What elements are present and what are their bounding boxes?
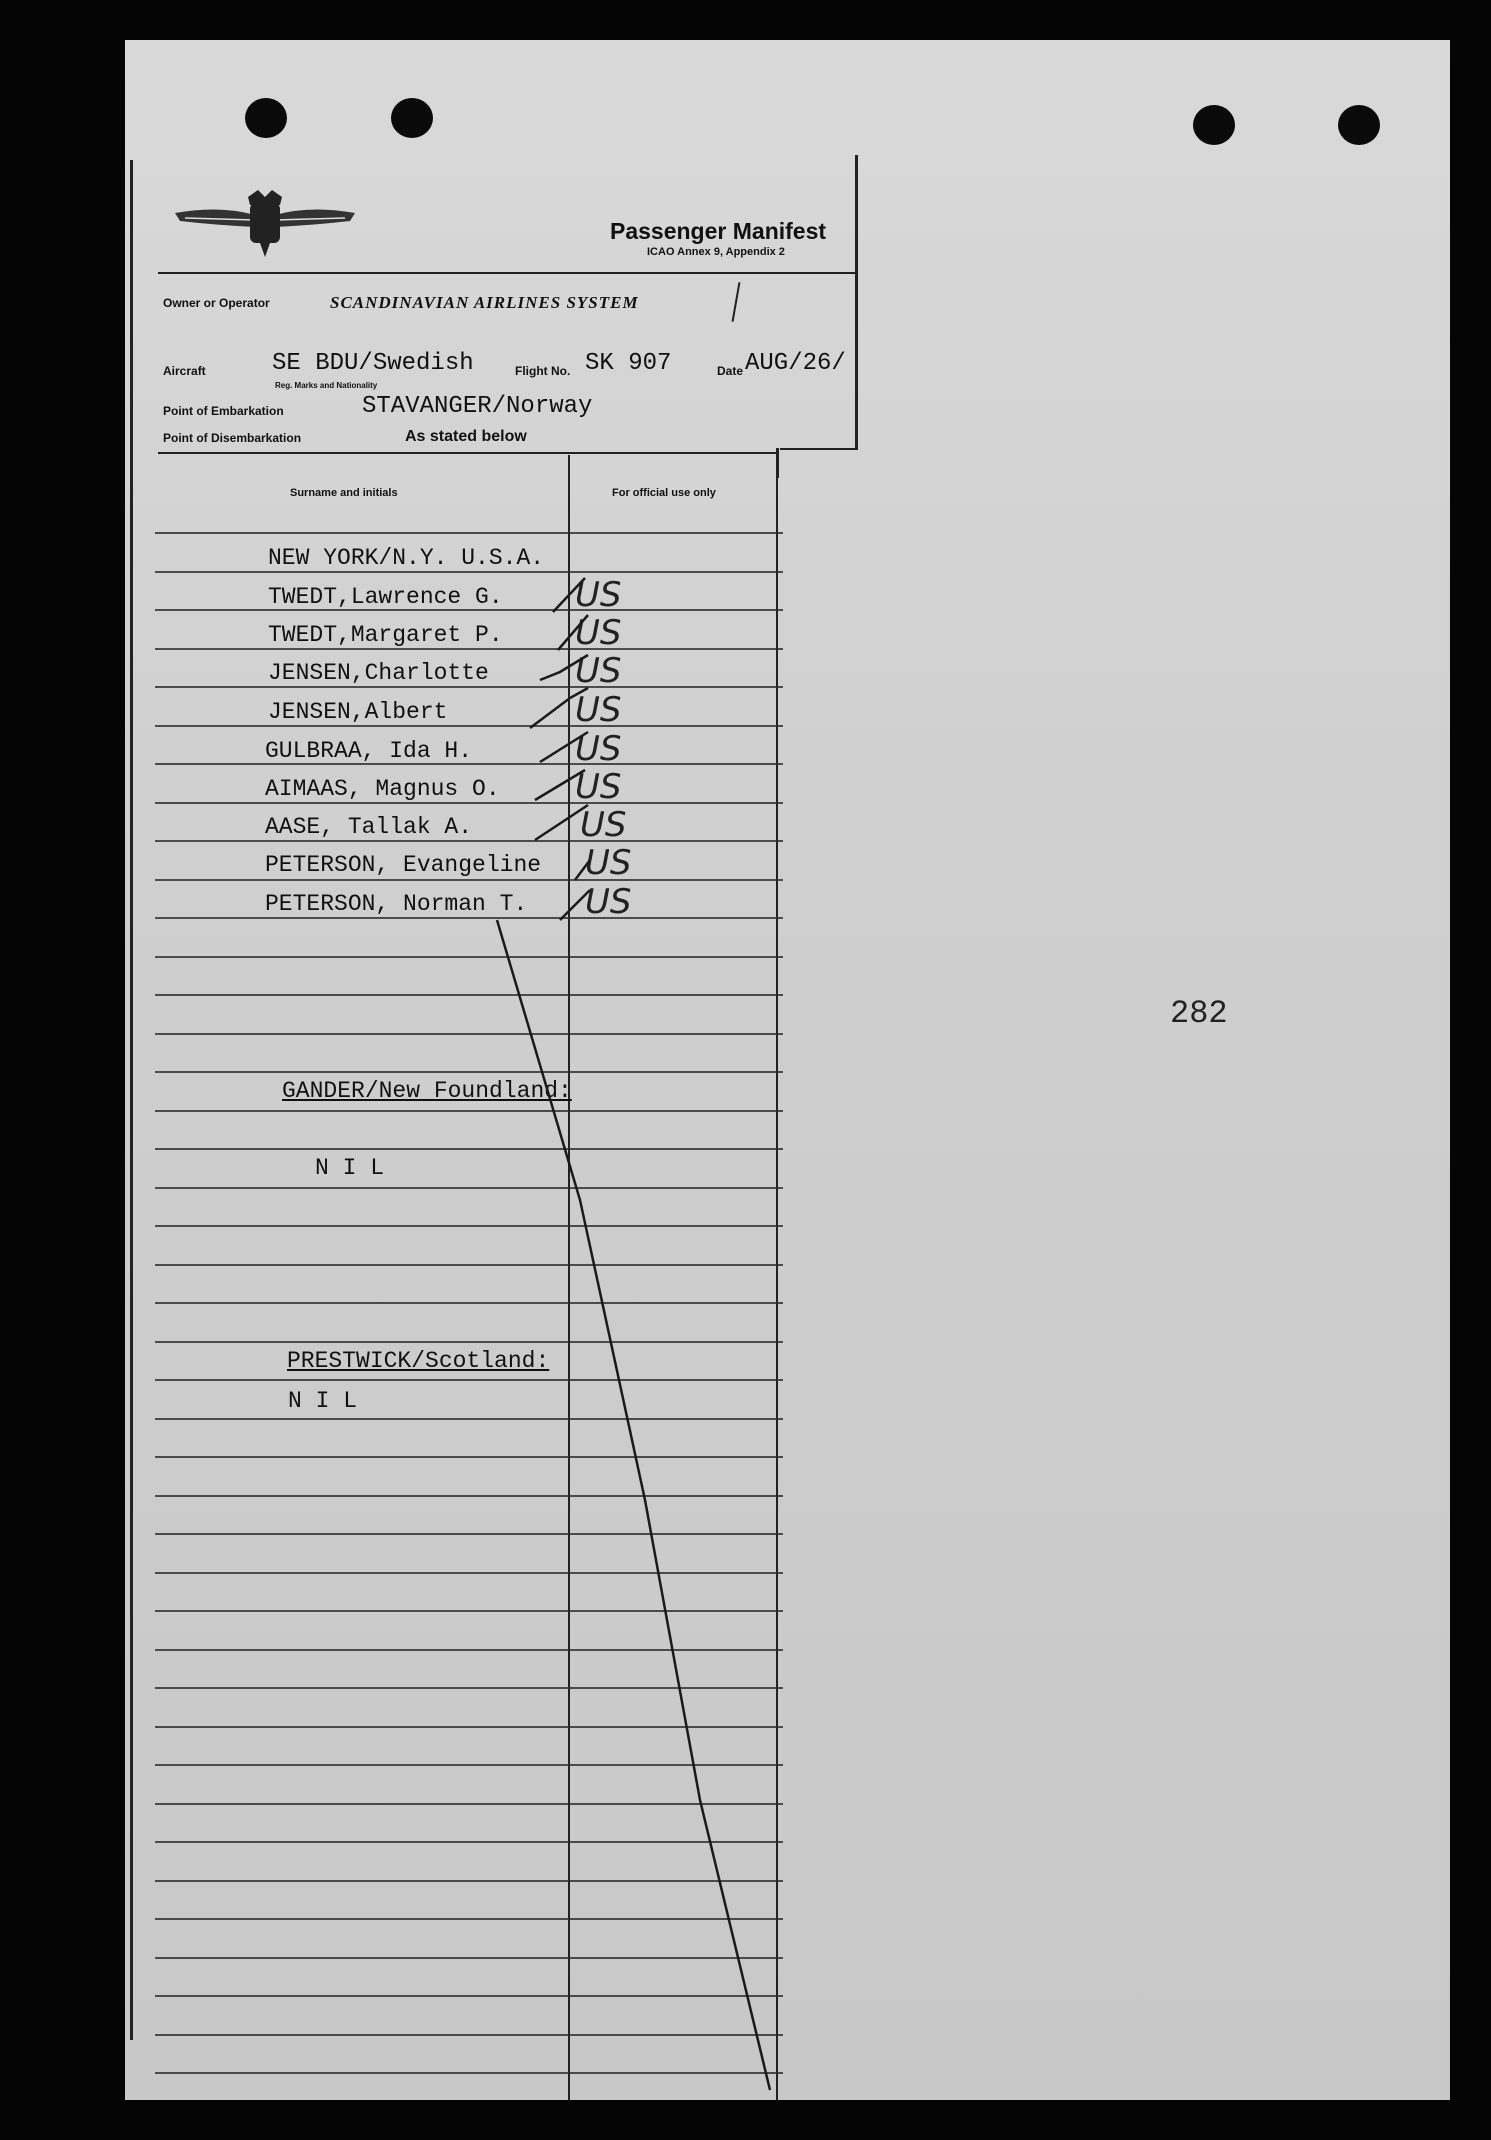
- passenger-entry: AIMAAS, Magnus O.: [265, 776, 500, 802]
- passenger-entry: AASE, Tallak A.: [265, 814, 473, 840]
- owner-label: Owner or Operator: [163, 296, 270, 310]
- disembarkation-label: Point of Disembarkation: [163, 431, 302, 445]
- date-value: AUG/26/: [745, 350, 846, 377]
- passenger-entry: GULBRAA, Ida H.: [265, 738, 473, 764]
- stop-value-gander: N I L: [315, 1155, 385, 1181]
- stop-heading-prestwick: PRESTWICK/Scotland:: [287, 1348, 550, 1374]
- passenger-entry: JENSEN,Albert: [268, 699, 448, 725]
- disembarkation-value: As stated below: [405, 428, 527, 445]
- stop-value-prestwick: N I L: [288, 1388, 358, 1414]
- col-header-name: Surname and initials: [290, 487, 398, 499]
- handwritten-mark: US: [575, 767, 622, 807]
- page-number: 282: [1170, 995, 1228, 1032]
- passenger-entry: PETERSON, Evangeline: [265, 852, 542, 878]
- passenger-entry: TWEDT,Lawrence G.: [268, 584, 503, 610]
- handwritten-mark: US: [575, 690, 622, 730]
- reg-marks-caption: Reg. Marks and Nationality: [275, 381, 378, 390]
- col-header-official: For official use only: [612, 487, 716, 499]
- handwritten-mark: US: [575, 575, 622, 615]
- handwritten-mark: US: [585, 882, 632, 922]
- stop-heading-gander: GANDER/New Foundland:: [282, 1078, 572, 1104]
- embarkation-label: Point of Embarkation: [163, 404, 284, 418]
- owner-value: SCANDINAVIAN AIRLINES SYSTEM: [330, 293, 639, 312]
- date-label: Date: [717, 364, 744, 378]
- flight-label: Flight No.: [515, 364, 571, 378]
- destination-heading: NEW YORK/N.Y. U.S.A.: [268, 545, 545, 571]
- handwritten-mark: US: [580, 805, 627, 845]
- document-title: Passenger Manifest: [610, 218, 827, 244]
- handwritten-mark: US: [575, 613, 622, 653]
- document-subtitle: ICAO Annex 9, Appendix 2: [647, 246, 785, 258]
- diagonal-cancel-line: [497, 920, 770, 2090]
- aircraft-label: Aircraft: [163, 364, 206, 378]
- handwritten-mark: US: [585, 843, 632, 883]
- handwritten-mark: US: [575, 729, 622, 769]
- aircraft-value: SE BDU/Swedish: [272, 350, 474, 377]
- passenger-entry: TWEDT,Margaret P.: [268, 622, 503, 648]
- embarkation-value: STAVANGER/Norway: [362, 393, 593, 420]
- passenger-entry: PETERSON, Norman T.: [265, 891, 528, 917]
- passenger-entry: JENSEN,Charlotte: [268, 660, 489, 686]
- handwritten-mark: US: [575, 651, 622, 691]
- checkmark-strokes: [530, 578, 590, 920]
- flight-value: SK 907: [585, 350, 672, 377]
